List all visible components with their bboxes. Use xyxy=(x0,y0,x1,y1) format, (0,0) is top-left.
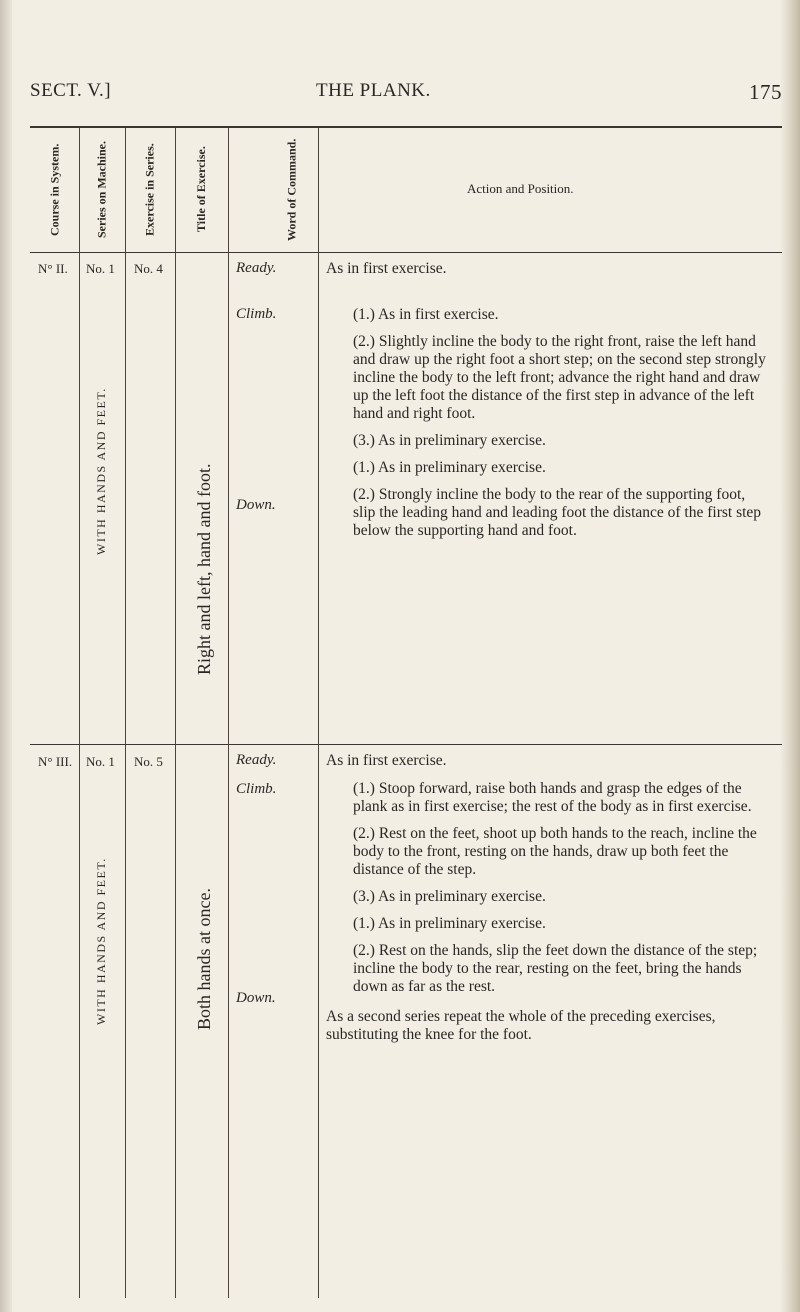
action-text: As in first exercise. xyxy=(326,260,447,277)
command-ready: Ready. xyxy=(236,260,277,276)
exercise-title: Both hands at once. xyxy=(194,888,214,1030)
action-text: (2.) Rest on the hands, slip the feet down the distance of the step; incline the body to the rear, resting on the feet, bring the hands down as far as the rest. xyxy=(353,942,758,995)
action-block xyxy=(326,260,766,540)
col-divider xyxy=(79,128,80,1298)
col-divider xyxy=(125,128,126,1298)
header-bottom-rule xyxy=(30,252,782,253)
series-name: WITH HANDS AND FEET. xyxy=(94,387,108,555)
series-name: WITH HANDS AND FEET. xyxy=(94,857,108,1025)
command-ready: Ready. xyxy=(236,752,277,768)
series-number: No. 1 xyxy=(86,754,115,769)
action-text: (1.) Stoop forward, raise both hands and grasp the edges of the plank as in first exercise; the rest of the body as in first exercise. xyxy=(353,780,752,815)
col-divider xyxy=(175,128,176,1298)
action-text: As in first exercise. xyxy=(326,752,447,769)
command-climb: Climb. xyxy=(236,306,277,322)
page-edge-shadow xyxy=(780,0,800,1312)
table-top-rule xyxy=(30,126,782,128)
action-text: (1.) As in preliminary exercise. xyxy=(353,459,546,476)
exercise-number: No. 4 xyxy=(134,261,163,276)
row-divider-rule xyxy=(30,744,782,745)
course-number: N° II. xyxy=(38,261,68,276)
exercise-number: No. 5 xyxy=(134,754,163,769)
action-text: (2.) Slightly incline the body to the right front, raise the left hand and draw up the right foot a short step; on the second step strongly incline the body to the left front; advance the right hand and draw up the left foot the distance of the first step in advance of the left hand and right foot. xyxy=(353,333,766,422)
command-climb: Climb. xyxy=(236,781,277,797)
action-text: (1.) As in preliminary exercise. xyxy=(353,915,546,932)
col-header-word: Word of Command. xyxy=(284,138,299,241)
col-header-title: Title of Exercise. xyxy=(194,146,208,233)
col-header-course: Course in System. xyxy=(47,143,62,236)
action-text: (2.) Strongly incline the body to the rear of the supporting foot, slip the leading hand and leading foot the distance of the first step below the supporting hand and foot. xyxy=(353,486,762,539)
page-number: 175 xyxy=(749,80,782,104)
col-header-series: Series on Machine. xyxy=(94,141,109,238)
col-divider xyxy=(318,128,319,1298)
action-block xyxy=(326,752,766,1044)
running-header xyxy=(20,80,800,108)
page-title: THE PLANK. xyxy=(316,80,431,101)
col-header-exercise: Exercise in Series. xyxy=(142,143,157,236)
action-text: (2.) Rest on the feet, shoot up both hands to the reach, incline the body to the front, resting on the hands, draw up both feet the distance of the step. xyxy=(353,825,757,878)
series-number: No. 1 xyxy=(86,261,115,276)
col-divider xyxy=(228,128,229,1298)
action-text: (3.) As in preliminary exercise. xyxy=(353,432,546,449)
exercise-title: Right and left, hand and foot. xyxy=(194,463,214,675)
col-header-action: Action and Position. xyxy=(467,181,574,196)
page-gutter-shadow xyxy=(0,0,12,1312)
action-text: (3.) As in preliminary exercise. xyxy=(353,888,546,905)
course-number: N° III. xyxy=(38,754,73,769)
action-text: As a second series repeat the whole of the preceding exercises, substituting the knee for the foot. xyxy=(326,1008,716,1043)
section-label: SECT. V.] xyxy=(30,80,112,101)
action-text: (1.) As in first exercise. xyxy=(353,306,499,323)
command-down: Down. xyxy=(236,497,276,513)
command-down: Down. xyxy=(236,990,276,1006)
